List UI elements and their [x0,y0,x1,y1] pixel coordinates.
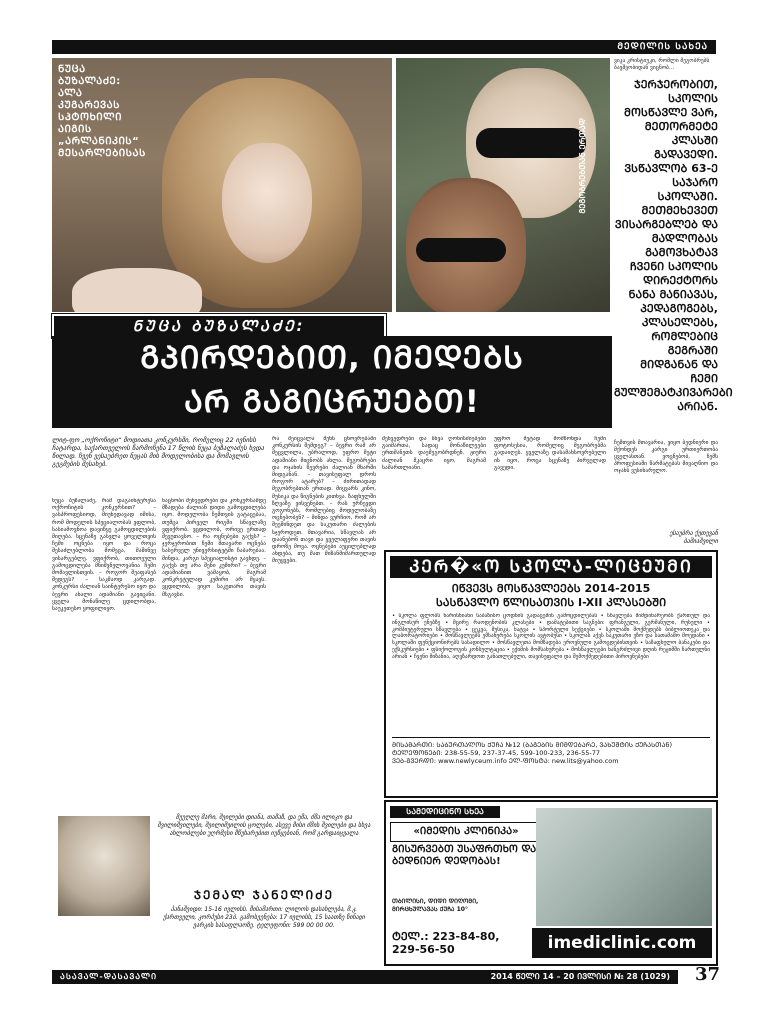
page-footer [52,970,678,984]
clinic-slogan: ᲒᲘᲡᲣᲠᲕᲔᲑᲗ ᲣᲡᲐᲤᲠᲗᲮᲝ ᲓᲐ ᲑᲔᲓᲜᲘᲔᲠ ᲓᲔᲓᲝᲑᲐᲡ! [392,844,537,867]
obituary-details: პანაშვიდი: 15-16 ივლისს. მისამართი: ლილოს დასახლება, მ.კ. ქართველი, კორპუსი 23ბ. გამოსვენება: 17 ივლისს, 15 საათზე წინაჲი ვარკის სასაფლაოზე. ტელეფონი: 599 00 00 00. [163,906,365,929]
school-web: ᲕᲔᲑ-ᲒᲕᲔᲠᲓᲘ: www.newlyceum.info ᲔᲚ-ᲤᲝᲡᲢᲐ: new.lits@yahoo.com [392,757,619,765]
footer-section: ᲐᲡᲐᲕᲐᲚ-ᲓᲐᲡᲐᲕᲐᲚᲘ [60,972,158,981]
sunglasses-2 [416,238,506,262]
portrait-caption: ᲜᲣᲪᲐ ᲑᲣᲖᲐᲚᲐᲫᲔ: ᲐᲚᲐ ᲙᲣᲒᲐᲠᲔᲕᲐᲡ ᲡᲞᲢᲝᲮᲘᲚᲘ ᲐᲘᲒᲘᲡ „ᲐᲠᲚᲐᲜᲘᲙᲘᲡ“ ᲛᲔᲡᲐᲠᲚᲔᲑᲘᲡᲐᲡ [58,64,146,159]
article-column-2: ნაცნობი შეხვედრები და კონკურსამდე მზადება ძალიან დიდი გამოცდილება იყო. მოდელობა ჩემთვის გატაცებაა, თუმცა პირველ რიგში სწავლაზე ვფიქრობ. ვცდილობ, ორივე ერთად შევუთავსო. – რა ოცნებები გაქვს? – ჯერჯერობით ჩემი მთავარი ოცნება სასურველ უნივერსიტეტში ჩაბარებაა. მინდა, კარგი სპეციალისტი გავხდე. – გაქვს თუ არა შენი კუმირი? – ბევრი ადამიანით ვამაყობ, მაგრამ კონკრეტულად კუმირი არ მყავს. ვცდილობ, ვიყო საკუთარი თავის მსგავსი. [162,498,266,598]
school-contact [392,737,710,765]
school-advertisement [384,550,718,798]
article-column-4: შეხვედრები და სხვა ღონისძიებები გაიმართა, სადაც მონაწილეები ერთმანეთს დაუმეგობრდნენ. ჟიური ძალიან მკაცრი იყო, მაგრამ სამართლიანი. [382,436,486,471]
clinic-phone-2: 229-56-50 [392,943,455,956]
sunglasses-1 [476,128,586,158]
article-column-1: ნუცა ბუზალაძე, რამ დაგაინტერესა ოქროჩიტის კონკურსით? – ვასპროფესიოდ, მიუხედავად იმისა, რომ მოდელის სპეციალობას ვფლობ, სასიამოვნოა დავიწყე გამოცდილების მიღება. სცენაზე გასვლა ყოველთვის ჩემი ოცნება იყო და როცა შესაძლებლობა მომეცა, მაშინვე ვისარგებლე. ვფიქრობ, თითოეული გამოცდილება მნიშვნელოვანია ჩემი მომავლისთვის. – როგორ შეაფასებ შედეგს? – საკმაოდ კარგად. კონკურსი ძალიან საინტერესო იყო და ბევრი ახალი ადამიანი გავიცანი. ყველა მონაწილე ცდილობდა, საუკეთესო ყოფილიყო. [52,498,156,613]
article-headline [52,336,612,428]
school-address: ᲛᲘᲡᲐᲛᲐᲠᲗᲘ: ᲡᲐᲑᲣᲠᲗᲐᲚᲝᲡ ᲥᲣᲩᲐ №12 (ᲑᲐᲒᲔᲑᲘᲡ ᲛᲘᲛᲓᲔᲑᲐᲠᲔ, ᲕᲐᲮᲣᲨᲢᲘᲡ ᲥᲣᲩᲐᲡᲗᲐᲜ) [392,741,673,749]
article-column-3: რა შეიცვალა შენს ცხოვრებაში კონკურსის შემდეგ? – ბევრი რამ არ შეცვლილა, უბრალოდ, უფრო მეტი ადამიანი მიცნობს ახლა. მეგობრები და ოჯახის წევრები ძალიან მხარში მიდგანან. – თავისუფალ დროს როგორ ატარებ? – ძირითადად მეგობრებთან ერთად. მიყვარს კინო, მუსიკა და წიგნების კითხვა. ზაფხულში ზღვაზე ვისვენებთ. – რას ურჩევდი გოგონებს, რომლებიც მოდელობაზე ოცნებობენ? – მინდა ვურჩიო, რომ არ შეეშინდეთ და საკუთარი ძალების სჯეროდეთ. მთავარია, სწავლას არ დაანებონ თავი და ყველაფერი თავის დროზე მოვა. ოცნებები აუცილებლად ახდება, თუ მათ მიზანმიმართულად მიუყვები. [272,436,376,565]
author-signature: ესაუბრა ქეთევან ბაშიაშვილი [669,530,718,545]
clinic-address: ᲗᲑᲘᲚᲘᲡᲘ, ᲓᲘᲓᲘ ᲓᲘᲦᲝᲛᲘ, ᲛᲘᲠᲪᲮᲣᲚᲐᲕᲐᲡ ᲥᲣᲩᲐ 10° [392,898,479,913]
page-number: 37 [694,964,720,985]
friends-photo [396,58,610,312]
right-column-ending: ჩემთვის მთავარია, ვიყო ბედნიერი და მქონდეს კარგი ურთიერთობა ყველასთან. ვოცნებობ, ჩემს პროფესიაში წარმატებას მივაღწიო და ოჯახს ვუსიხარულო. [614,440,718,474]
article-column-5: უფრო მეტად მომწონდა ჩემი ფოტოსესია, რომელიც მეგობრებმა გადაიღეს. ყველაზე დასამახსოვრებელი ის იყო, როცა სცენაზე პირველად გავედი. [494,436,606,471]
school-title: ᲙᲔᲠ�«Ო ᲡᲙᲝᲚᲐ-ᲚᲘᲪᲔᲣᲛᲘ [390,556,712,578]
headline-line-2: ᲐᲠ ᲒᲐᲒᲘᲪᲠᲣᲔᲑᲗ! [184,384,480,420]
school-description: • სკოლა ფლობს ხარისხიანი საბაზისო ცოდნის გადაცემის გამოცდილებას • სწავლება მიმდინარეობს ქართულ და ინგლისურ ენებზე • მცირე რაოდენობის კლასები • დამატებითი საგნები: ფრანგული, გერმანული, რუსული • კომპიუტერული სწავლება • ცეკვა, მუსიკა, ხატვა • სპორტული სექციები • სკოლაში მოქმედებს ბიბლიოთეკა და ლაბორატორიები • მოსწავლეებს ემსახურება სკოლის ავტობუსი • სკოლას აქვს საკუთარი ეზო და სათამაშო მოედანი • სკოლაში ფუნქციონირებს სასადილო • მოსწავლეთა მომზადება ეროვნული გამოცდებისთვის • საზაფხულო ბანაკები და ექსკურსიები • ფსიქოლოგის კონსულტაცია • ექიმის მომსახურება • მოსწავლეები ხანგრძლივი დღის რეჟიმში ჩართულნი არიან • ჩვენი მიზანია, აღვზარდოთ განათლებული, თავისუფალი და შემოქმედებითი პიროვნებები [392,613,710,660]
clinic-photo [536,808,712,926]
right-column-intro: ვიკა კრისტიუკი, რომლი მეგობრებს ბავშვობიდან ვიცნობ... [614,58,710,71]
article-intro: ლიტ-ფო „ოქროჩიტი“ მოდიათა კონკურსში, რომელიც 22 ივნისს ჩატარდა, საქართველოს წარმოჩენა 17 წლის ნუცა ბუზალაძეს ხვდა წილად. ჩვენ ვესაუბრეთ ნუცას მის მოდელობისა და მომავლის გეგმების შესახებ. [52,436,265,468]
section-header-bar [52,40,716,54]
obituary-notice [52,806,378,966]
clinic-website: imediclinic.com [532,928,712,958]
right-column-quote: ᲯᲔᲠᲯᲔᲠᲝᲑᲘᲗ, ᲡᲙᲝᲚᲘᲡ ᲛᲝᲡᲬᲐᲕᲚᲔ ᲕᲐᲠ, ᲛᲔᲗᲝᲠᲛᲔᲢᲔ ᲙᲚᲐᲡᲨᲘ ᲒᲐᲓᲐᲕᲔᲓᲘ. ᲕᲡᲬᲐᲕᲚᲝᲑ 63-Ე ᲡᲐᲯᲐᲠᲝ ᲡᲙᲝᲚᲐᲨᲘ. ᲛᲔᲗᲛᲔᲮᲔᲕᲔᲗ ᲕᲘᲡᲐᲠᲒᲔᲑᲚᲔᲑ ᲓᲐ ᲛᲐᲓᲚᲝᲑᲐᲡ ᲒᲐᲛᲝᲕᲮᲐᲢᲐᲕ ᲩᲕᲔᲜᲘ ᲡᲙᲝᲚᲘᲡ ᲓᲘᲠᲔᲥᲢᲝᲠᲡ ᲜᲐᲜᲐ ᲛᲐᲜᲘᲐᲕᲐᲡ, ᲞᲔᲓᲐᲒᲝᲒᲔᲑᲡ, ᲙᲚᲐᲡᲔᲚᲔᲑᲡ, ᲠᲝᲛᲚᲔᲑᲘᲪ ᲒᲔᲒᲠᲐᲨᲘ ᲛᲘᲓᲒᲐᲜᲐᲜ ᲓᲐ ᲩᲔᲛᲘ ᲒᲣᲚᲨᲔᲛᲐᲢᲙᲘᲕᲐᲠᲔᲑᲘ ᲐᲠᲘᲐᲜ. [614,78,733,413]
headline-line-1: ᲒᲞᲘᲠᲓᲔᲑᲘᲗ, ᲘᲛᲔᲓᲔᲑᲡ [140,340,524,376]
clinic-name: «ᲘᲛᲔᲓᲘᲡ ᲙᲚᲘᲜᲘᲙᲐ» [390,822,542,842]
clinic-phone-1: ᲢᲔᲚ.: 223-84-80, [392,930,500,943]
obituary-name: ᲯᲔᲛᲐᲚ ᲯᲐᲜᲔᲚᲘᲫᲔ [193,888,335,902]
obituary-text: მეუღლე მარი, შვილები დიანა, თამაზ, და ემა, ძმა ილიკო და შვილიშვილები, შვილიშვილის ცოლები, ასევე მისი ძმის შვილები და სხვა ახლობლები უღრმესი მწუხარებით იუწყებიან, რომ გარდაიცვალა [157,814,371,837]
friends-photo-caption: ᲛᲔᲒᲝᲑᲠᲔᲑᲗᲐᲜ ᲔᲠᲗᲐᲓ [578,118,587,214]
photo-face-shape [222,143,312,263]
school-grades: ᲡᲐᲡᲬᲐᲕᲚᲝ ᲬᲚᲘᲡᲐᲗᲕᲘᲡ I-XII ᲙᲚᲐᲡᲔᲑᲨᲘ [435,596,667,609]
photo-hand-shape [72,268,202,312]
interviewee-name-label: ᲜᲣᲪᲐ ᲑᲣᲖᲐᲚᲐᲫᲔ: [52,314,386,338]
clinic-header: ᲡᲐᲛᲔᲓᲘᲪᲘᲜᲝ ᲡᲮᲔᲐ [390,806,500,818]
section-title: ᲛᲔᲓᲘᲚᲘᲡ ᲡᲐᲮᲔᲐ [617,42,708,52]
footer-issue: 2014 ᲬᲔᲚᲘ 14 – 20 ᲘᲕᲚᲘᲡᲘ № 28 (1029) [490,972,670,981]
obituary-photo [58,816,150,916]
clinic-advertisement [384,800,718,966]
clinic-phones [392,930,532,956]
school-enrollment: ᲘᲬᲕᲔᲕᲡ ᲛᲝᲡᲬᲐᲕᲚᲔᲔᲑᲡ 2014-2015 [451,582,651,595]
school-phones: ᲢᲔᲚᲔᲤᲝᲜᲔᲑᲘ: 238-55-59, 237-37-45, 599-100-233, 236-55-77 [392,749,601,757]
